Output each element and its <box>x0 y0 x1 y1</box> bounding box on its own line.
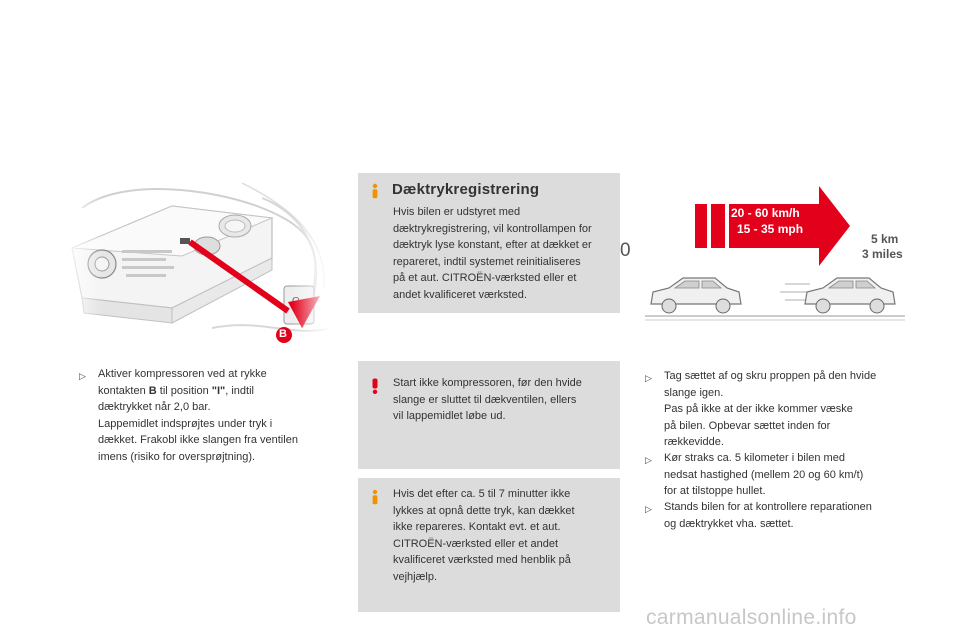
repair-info-box <box>358 478 620 612</box>
bullet-flag-icon: ▷ <box>645 373 652 383</box>
speed-mph: 15 - 35 mph <box>737 222 804 236</box>
bullet-flag-icon: ▷ <box>645 504 652 514</box>
distance-miles: 3 miles <box>862 247 903 261</box>
speed-distance-graphic <box>620 184 915 324</box>
bullet-flag-icon: ▷ <box>79 371 86 381</box>
info-icon <box>368 183 382 199</box>
speed-kmh: 20 - 60 km/h <box>731 206 800 220</box>
start-zero: 0 <box>620 240 631 261</box>
warning-box <box>358 361 620 469</box>
switch-label-b: B <box>279 328 287 340</box>
info-icon <box>368 489 382 505</box>
tpms-info-box <box>358 173 620 313</box>
distance-km: 5 km <box>871 232 899 246</box>
car-icon <box>651 278 741 313</box>
bullet-flag-icon: ▷ <box>645 455 652 465</box>
left-bullet-text: Aktiver kompressoren ved at rykke kontakten B til position "I", indtil dæktrykket når 2,0 bar. Lappemidlet indsprøjtes under tryk i dækket. Frakobl ikke slangen fra ventilen imens (risiko for oversprøjtning). <box>98 368 298 463</box>
car-moving-icon <box>780 278 895 313</box>
watermark: carmanualsonline.info <box>646 606 857 629</box>
right-bullet-2: Kør straks ca. 5 kilometer i bilen med nedsat hastighed (mellem 20 og 60 km/t) for at tilstoppe hullet. <box>664 452 864 497</box>
repair-info-body: Hvis det efter ca. 5 til 7 minutter ikke lykkes at opnå dette tryk, kan dækket ikke repareres. Kontakt evt. et aut. CITROËN-værksted eller et andet kvalificeret værksted med henblik på vejhjælp. <box>393 488 575 583</box>
right-bullet-1: Tag sættet af og skru proppen på den hvide slange igen. Pas på ikke at der ikke kommer væske på bilen. Opbevar sættet inden for rækkevidde. <box>664 370 877 448</box>
box-title: Dæktrykregistrering <box>392 181 540 198</box>
warning-icon <box>367 378 383 394</box>
box-body: Hvis bilen er udstyret med dæktrykregistrering, vil kontrollampen for dæktryk lyse konstant, efter at dækket er repareret, indtil systemet reinitialiseres på et aut. CITROËN-værksted eller et andet kvalificeret værksted. <box>393 206 592 301</box>
warning-body: Start ikke kompressoren, før den hvide slange er sluttet til dækventilen, ellers vil lappemidlet løbe ud. <box>393 377 582 422</box>
right-bullet-3: Stands bilen for at kontrollere reparationen og dæktrykket vha. sættet. <box>664 501 872 530</box>
compressor-illustration <box>62 178 332 350</box>
